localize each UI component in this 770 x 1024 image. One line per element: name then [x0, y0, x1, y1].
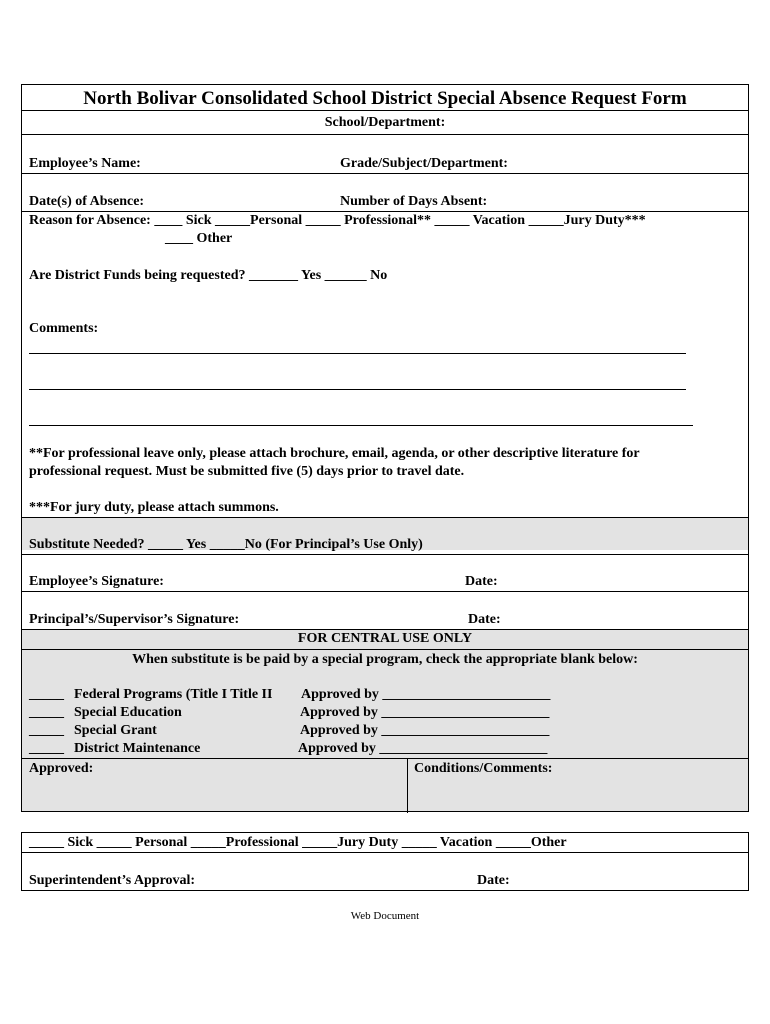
comment-line[interactable] — [29, 425, 693, 426]
professional-note-line-2: professional request. Must be submitted five (5) days prior to travel date. — [29, 464, 465, 479]
divider — [22, 852, 748, 853]
program-name: District Maintenance — [74, 741, 201, 756]
dates-absence-field[interactable]: Date(s) of Absence: — [29, 194, 145, 209]
grade-subject-field[interactable]: Grade/Subject/Department: — [340, 156, 508, 171]
jury-note: ***For jury duty, please attach summons. — [29, 500, 279, 515]
employee-signature-date[interactable]: Date: — [465, 574, 498, 589]
funds-question[interactable]: Are District Funds being requested? _______ Yes ______ No — [29, 268, 388, 283]
absence-request-form — [21, 84, 749, 812]
program-name: Special Grant — [74, 723, 157, 738]
principal-signature-date[interactable]: Date: — [468, 612, 501, 627]
program-blank[interactable]: _____ — [29, 723, 64, 738]
program-approved-by[interactable]: Approved by ________________________ — [301, 687, 551, 702]
divider — [22, 110, 748, 111]
divider — [22, 173, 748, 174]
page-title: North Bolivar Consolidated School District Special Absence Request Form — [83, 88, 687, 109]
number-days-field[interactable]: Number of Days Absent: — [340, 194, 488, 209]
employee-name-field[interactable]: Employee’s Name: — [29, 156, 141, 171]
divider — [22, 211, 748, 212]
divider — [22, 517, 748, 518]
comment-line[interactable] — [29, 353, 686, 354]
substitute-needed-field[interactable]: Substitute Needed? _____ Yes _____No (For Principal’s Use Only) — [29, 537, 423, 552]
final-leave-options[interactable]: _____ Sick _____ Personal _____Professional _____Jury Duty _____ Vacation _____Other — [29, 835, 567, 850]
divider — [22, 649, 748, 650]
program-name: Special Education — [74, 705, 182, 720]
divider — [22, 629, 748, 630]
divider — [22, 554, 748, 555]
employee-signature-field[interactable]: Employee’s Signature: — [29, 574, 164, 589]
superintendent-date-field[interactable]: Date: — [477, 873, 510, 888]
footer-text: Web Document — [350, 910, 420, 922]
superintendent-section — [21, 832, 749, 891]
central-instruction: When substitute is be paid by a special program, check the appropriate blank below: — [132, 652, 638, 667]
central-use-header: FOR CENTRAL USE ONLY — [297, 631, 473, 646]
program-blank[interactable]: _____ — [29, 687, 64, 702]
approved-field[interactable]: Approved: — [29, 761, 94, 776]
divider — [22, 758, 748, 759]
divider — [22, 591, 748, 592]
reason-other-option[interactable]: ____ Other — [165, 231, 233, 246]
superintendent-approval-field[interactable]: Superintendent’s Approval: — [29, 873, 196, 888]
school-department-field[interactable]: School/Department: — [324, 115, 446, 130]
program-blank[interactable]: _____ — [29, 705, 64, 720]
program-approved-by[interactable]: Approved by ________________________ — [298, 741, 548, 756]
program-blank[interactable]: _____ — [29, 741, 64, 756]
program-approved-by[interactable]: Approved by ________________________ — [300, 705, 550, 720]
program-name: Federal Programs (Title I Title II — [74, 687, 273, 702]
reason-options[interactable]: Reason for Absence: ____ Sick _____Personal _____ Professional** _____ Vacation _____Jury Duty*** — [29, 213, 646, 228]
professional-note-line-1: **For professional leave only, please attach brochure, email, agenda, or other descriptive literature for — [29, 446, 640, 461]
divider — [22, 134, 748, 135]
comments-label: Comments: — [29, 321, 99, 336]
comment-line[interactable] — [29, 389, 686, 390]
program-approved-by[interactable]: Approved by ________________________ — [300, 723, 550, 738]
conditions-comments-field[interactable]: Conditions/Comments: — [414, 761, 553, 776]
principal-signature-field[interactable]: Principal’s/Supervisor’s Signature: — [29, 612, 240, 627]
column-divider — [407, 758, 408, 813]
